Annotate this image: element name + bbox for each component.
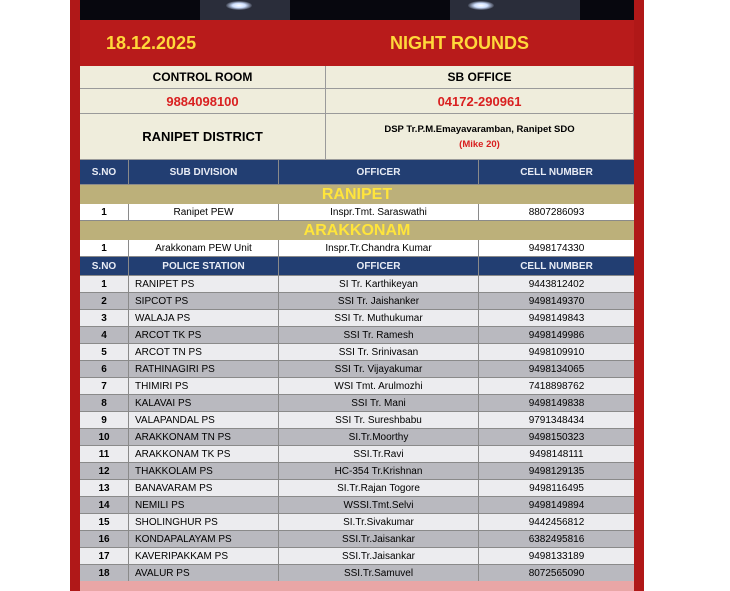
row-officer: SI.Tr.Rajan Togore <box>278 480 478 496</box>
sb-office-label: SB OFFICE <box>326 66 634 89</box>
row-sno: 13 <box>98 482 110 494</box>
dsp-callsign: (Mike 20) <box>459 138 500 150</box>
row-cell: 9443812402 <box>478 276 634 292</box>
headlight-right <box>468 1 494 10</box>
control-room-label: CONTROL ROOM <box>80 66 326 89</box>
table-row <box>80 327 634 344</box>
row-station: BANAVARAM PS <box>128 480 278 496</box>
table-row <box>80 463 634 480</box>
row-officer: SSI Tr. Sureshbabu <box>278 412 478 428</box>
table-row <box>80 480 634 497</box>
table-row <box>80 293 634 310</box>
table-row <box>80 531 634 548</box>
row-officer: WSSI.Tmt.Selvi <box>278 497 478 513</box>
row-sno: 9 <box>101 414 107 426</box>
dsp-name: DSP Tr.P.M.Emayavaramban, Ranipet SDO <box>384 123 575 135</box>
row-unit: Arakkonam PEW Unit <box>128 240 278 256</box>
table-row <box>80 276 634 293</box>
row-station: THAKKOLAM PS <box>128 463 278 479</box>
row-cell: 9498174330 <box>478 240 634 256</box>
sb-office-number: 04172-290961 <box>326 89 634 114</box>
row-officer: SI.Tr.Moorthy <box>278 429 478 445</box>
row-station: VALAPANDAL PS <box>128 412 278 428</box>
col-cell-number: CELL NUMBER <box>478 257 634 275</box>
row-sno: 2 <box>101 295 107 307</box>
row-officer: SSI Tr. Vijayakumar <box>278 361 478 377</box>
row-sno: 8 <box>101 397 107 409</box>
row-cell: 8807286093 <box>478 204 634 220</box>
station-rows <box>80 276 634 582</box>
row-station: RATHINAGIRI PS <box>128 361 278 377</box>
row-cell: 9498149838 <box>478 395 634 411</box>
table-row <box>80 514 634 531</box>
row-sno: 16 <box>98 533 110 545</box>
table-row <box>80 361 634 378</box>
row-officer: SSI Tr. Muthukumar <box>278 310 478 326</box>
row-station: ARAKKONAM TK PS <box>128 446 278 462</box>
row-sno: 10 <box>98 431 110 443</box>
row-station: RANIPET PS <box>128 276 278 292</box>
table-row <box>80 429 634 446</box>
row-cell: 9442456812 <box>478 514 634 530</box>
row-station: KAVERIPAKKAM PS <box>128 548 278 564</box>
section-arakkonam: ARAKKONAM <box>80 221 634 240</box>
row-sno: 18 <box>98 567 110 579</box>
table-row <box>80 395 634 412</box>
col-cell-number: CELL NUMBER <box>478 160 634 184</box>
table-row <box>80 378 634 395</box>
row-sno: 7 <box>101 380 107 392</box>
row-sno: 17 <box>98 550 110 562</box>
row-sno: 15 <box>98 516 110 528</box>
col-sno: S.NO <box>91 260 117 272</box>
row-cell: 9498116495 <box>478 480 634 496</box>
row-cell: 9498150323 <box>478 429 634 445</box>
row-sno: 1 <box>101 206 107 218</box>
row-officer: SI.Tr.Sivakumar <box>278 514 478 530</box>
row-cell: 9498149986 <box>478 327 634 343</box>
table-row <box>80 497 634 514</box>
row-cell: 9498149843 <box>478 310 634 326</box>
table-row <box>80 310 634 327</box>
row-cell: 9498134065 <box>478 361 634 377</box>
section-ranipet: RANIPET <box>80 185 634 204</box>
row-cell: 6382495816 <box>478 531 634 547</box>
row-cell: 9791348434 <box>478 412 634 428</box>
date-label: 18.12.2025 <box>106 33 197 53</box>
table-header <box>80 160 634 185</box>
row-sno: 14 <box>98 499 110 511</box>
headlight-left <box>226 1 252 10</box>
table-header-stations <box>80 257 634 276</box>
row-cell: 9498149894 <box>478 497 634 513</box>
row-station: ARCOT TK PS <box>128 327 278 343</box>
row-station: WALAJA PS <box>128 310 278 326</box>
row-station: ARAKKONAM TN PS <box>128 429 278 445</box>
table-row <box>80 412 634 429</box>
row-sno: 4 <box>101 329 107 341</box>
table-row <box>80 344 634 361</box>
title-banner <box>80 20 634 66</box>
row-sno: 12 <box>98 465 110 477</box>
row-officer: HC-354 Tr.Krishnan <box>278 463 478 479</box>
header-photo <box>80 0 634 20</box>
row-station: KONDAPALAYAM PS <box>128 531 278 547</box>
table-row <box>80 240 634 257</box>
row-officer: SSI.Tr.Jaisankar <box>278 548 478 564</box>
table-row <box>80 548 634 565</box>
col-sno: S.NO <box>91 166 117 178</box>
row-officer: SSI.Tr.Jaisankar <box>278 531 478 547</box>
row-unit: Ranipet PEW <box>128 204 278 220</box>
poster-frame <box>70 0 644 591</box>
row-station: THIMIRI PS <box>128 378 278 394</box>
table-row <box>80 446 634 463</box>
row-station: AVALUR PS <box>128 565 278 581</box>
row-sno: 11 <box>98 448 110 460</box>
col-officer: OFFICER <box>278 257 478 275</box>
row-officer: SI Tr. Karthikeyan <box>278 276 478 292</box>
col-police-station: POLICE STATION <box>128 257 278 275</box>
row-cell: 9498129135 <box>478 463 634 479</box>
row-officer: Inspr.Tmt. Saraswathi <box>278 204 478 220</box>
row-officer: SSI Tr. Ramesh <box>278 327 478 343</box>
row-officer: SSI Tr. Jaishanker <box>278 293 478 309</box>
control-room-number: 9884098100 <box>80 89 326 114</box>
row-cell: 9498149370 <box>478 293 634 309</box>
row-officer: WSI Tmt. Arulmozhi <box>278 378 478 394</box>
row-sno: 3 <box>101 312 107 324</box>
row-cell: 9498133189 <box>478 548 634 564</box>
row-officer: SSI Tr. Mani <box>278 395 478 411</box>
col-sub-division: SUB DIVISION <box>128 160 278 184</box>
footer-strip <box>80 581 634 591</box>
row-sno: 5 <box>101 346 107 358</box>
row-officer: SSI Tr. Srinivasan <box>278 344 478 360</box>
row-sno: 1 <box>101 278 107 290</box>
row-officer: Inspr.Tr.Chandra Kumar <box>278 240 478 256</box>
row-station: NEMILI PS <box>128 497 278 513</box>
district-name: RANIPET DISTRICT <box>80 114 326 160</box>
row-station: SIPCOT PS <box>128 293 278 309</box>
row-sno: 1 <box>101 242 107 254</box>
row-officer: SSI.Tr.Ravi <box>278 446 478 462</box>
row-officer: SSI.Tr.Samuvel <box>278 565 478 581</box>
row-cell: 8072565090 <box>478 565 634 581</box>
page-title: NIGHT ROUNDS <box>390 33 529 53</box>
col-officer: OFFICER <box>278 160 478 184</box>
row-cell: 7418898762 <box>478 378 634 394</box>
row-station: KALAVAI PS <box>128 395 278 411</box>
row-sno: 6 <box>101 363 107 375</box>
row-cell: 9498109910 <box>478 344 634 360</box>
table-row <box>80 204 634 221</box>
dsp-block <box>326 114 634 160</box>
row-cell: 9498148111 <box>478 446 634 462</box>
duty-table <box>80 160 634 582</box>
row-station: ARCOT TN PS <box>128 344 278 360</box>
row-station: SHOLINGHUR PS <box>128 514 278 530</box>
table-row <box>80 565 634 582</box>
